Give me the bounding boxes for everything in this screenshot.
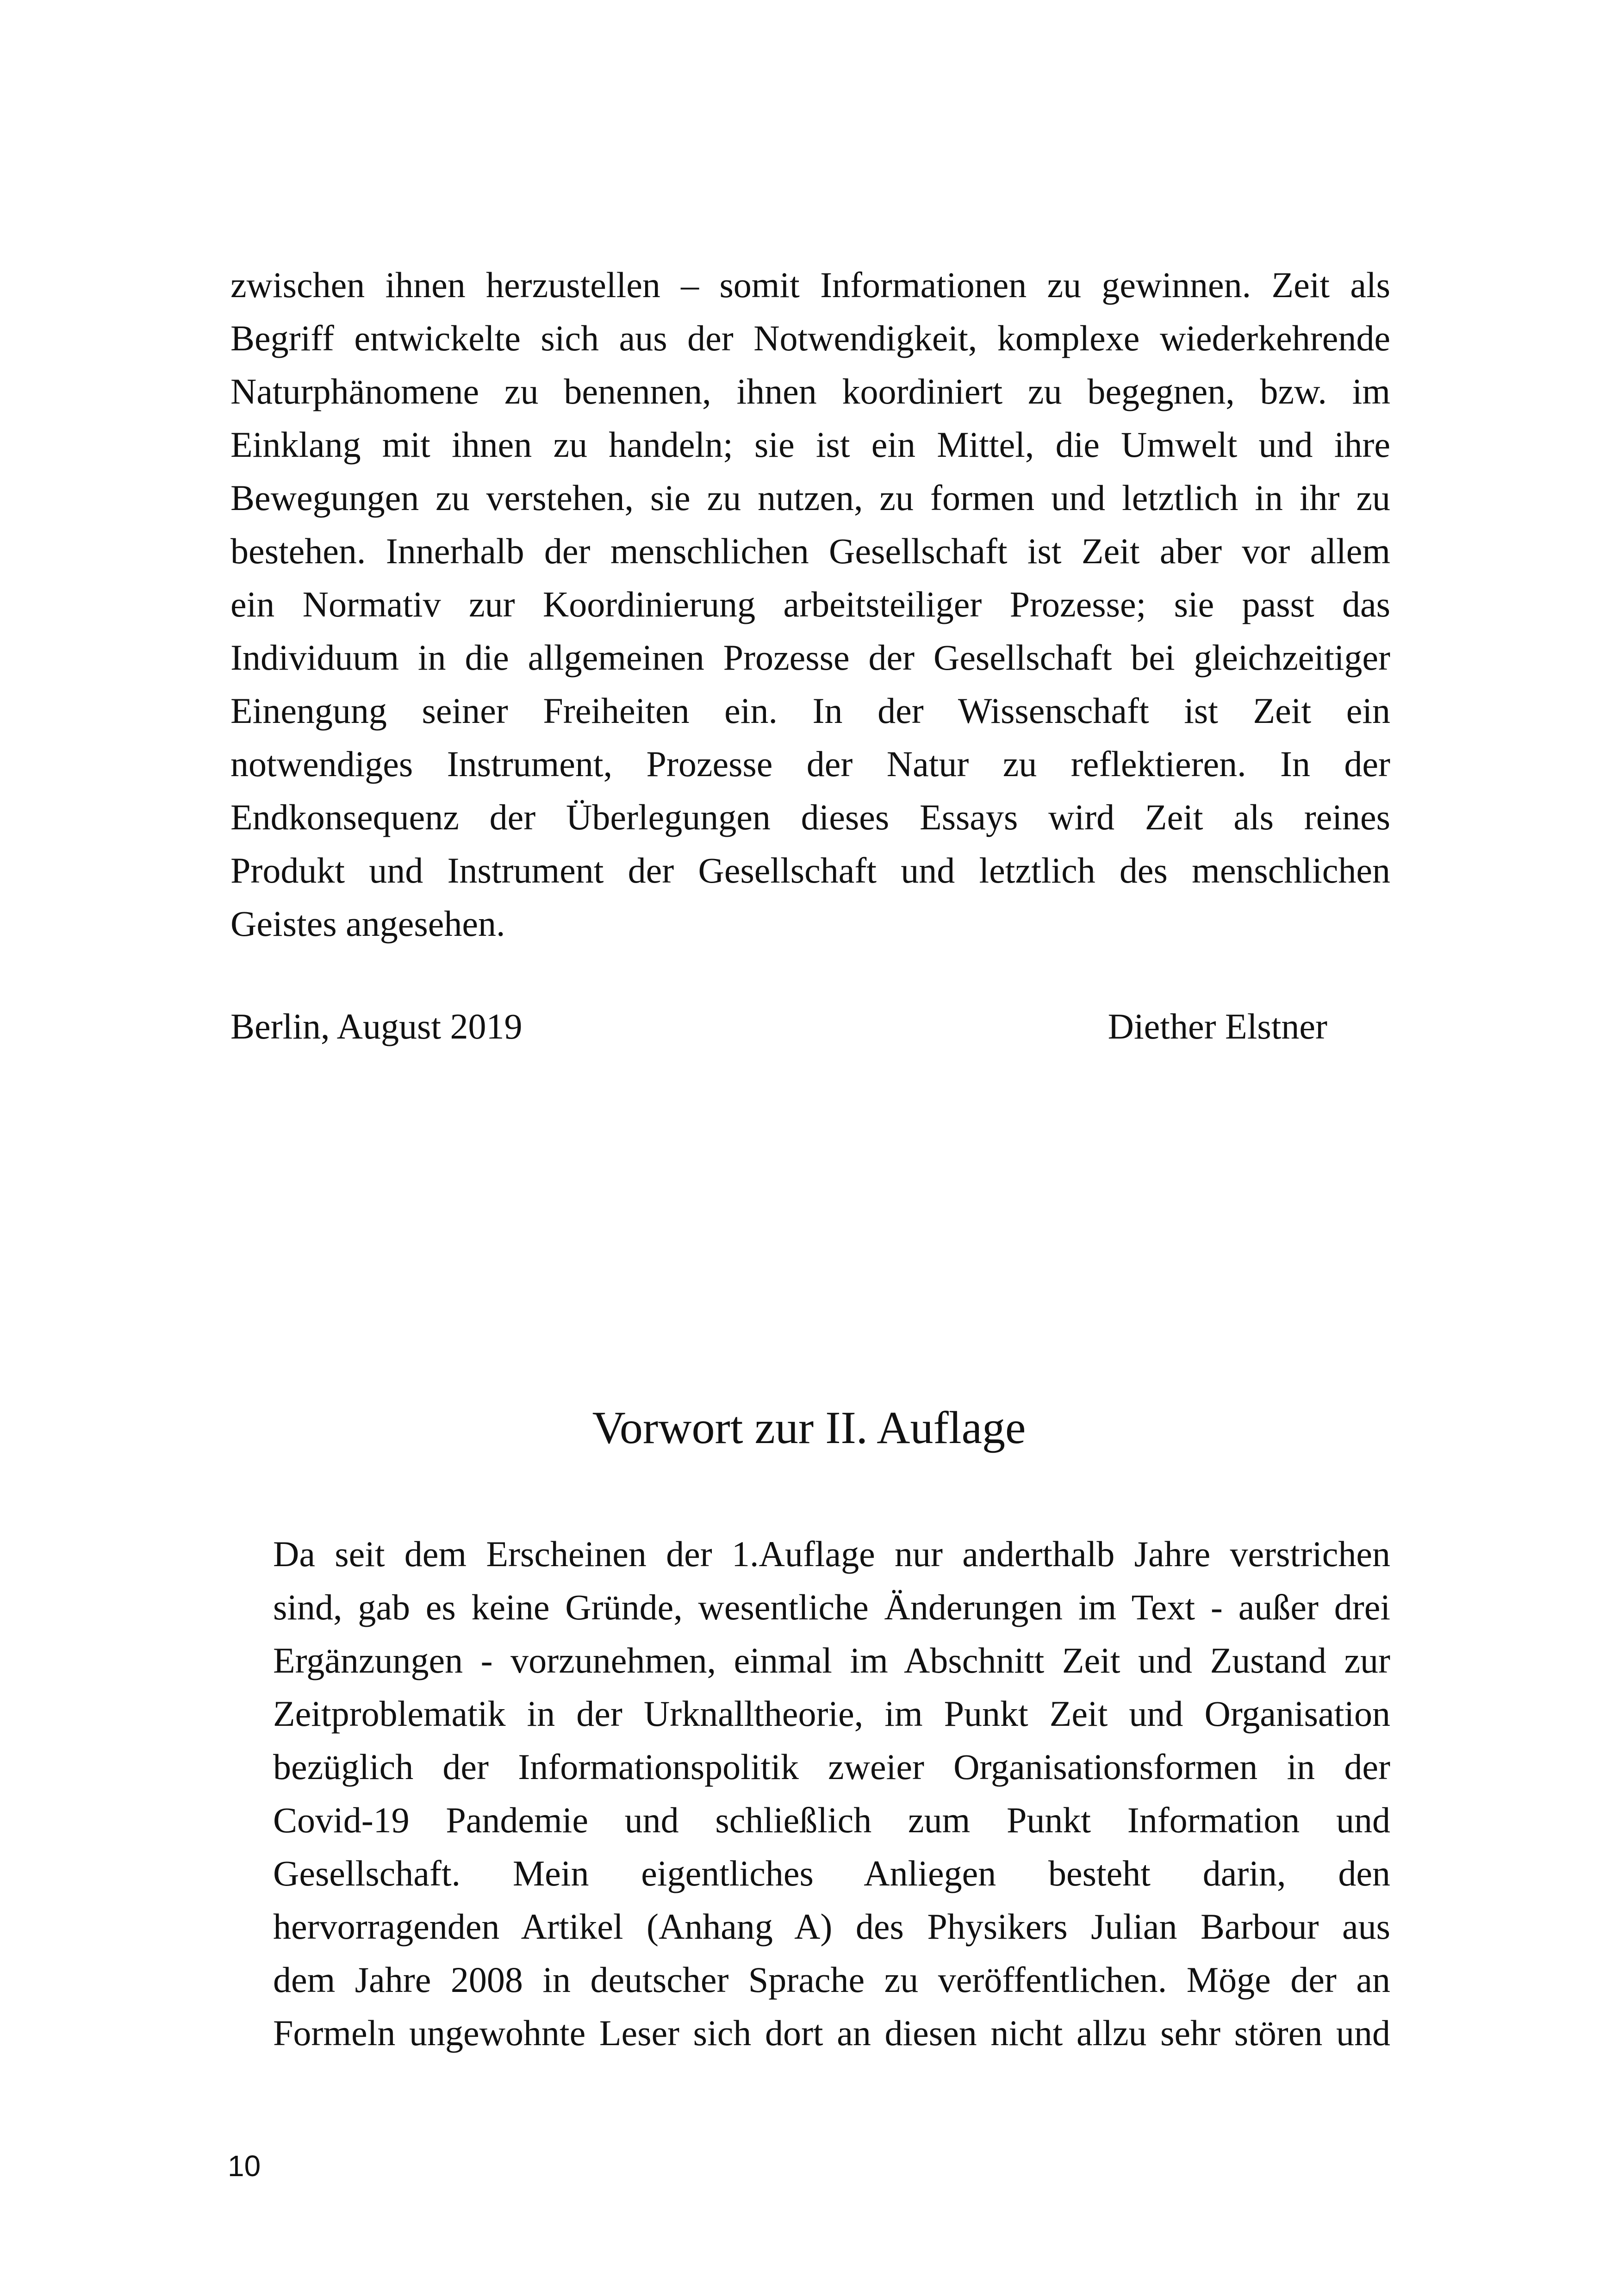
text-line: sind, gab es keine Gründe, wesentliche Änderungen im Text - außer drei (273, 1587, 1390, 1627)
body-paragraph-1 (230, 258, 1390, 950)
text-line: Begriff entwickelte sich aus der Notwendigkeit, komplexe wiederkehrende (230, 318, 1390, 358)
text-line: Produkt und Instrument der Gesellschaft und letztlich des menschlichen (230, 850, 1390, 890)
text-line: ein Normativ zur Koordinierung arbeitsteiliger Prozesse; sie passt das (230, 584, 1390, 624)
text-line: bezüglich der Informationspolitik zweier Organisationsformen in der (273, 1747, 1390, 1787)
text-line: Einklang mit ihnen zu handeln; sie ist ein Mittel, die Umwelt und ihre (230, 424, 1390, 465)
text-line: bestehen. Innerhalb der menschlichen Gesellschaft ist Zeit aber vor allem (230, 531, 1390, 571)
page-number: 10 (228, 2149, 261, 2183)
text-line: hervorragenden Artikel (Anhang A) des Physikers Julian Barbour aus (273, 1906, 1390, 1947)
text-line: Geistes angesehen. (230, 903, 505, 944)
text-line: Gesellschaft. Mein eigentliches Anliegen besteht darin, den (273, 1853, 1390, 1893)
text-line: Einengung seiner Freiheiten ein. In der Wissenschaft ist Zeit ein (230, 691, 1390, 731)
text-line: Da seit dem Erscheinen der 1.Auflage nur anderthalb Jahre verstrichen (273, 1534, 1390, 1574)
text-line: zwischen ihnen herzustellen – somit Informationen zu gewinnen. Zeit als (230, 265, 1390, 305)
place-date: Berlin, August 2019 (230, 1006, 523, 1046)
body-paragraph-2 (273, 1527, 1390, 2060)
text-line: Individuum in die allgemeinen Prozesse der Gesellschaft bei gleichzeitiger (230, 637, 1390, 678)
text-line: Endkonsequenz der Überlegungen dieses Essays wird Zeit als reines (230, 797, 1390, 837)
text-line: notwendiges Instrument, Prozesse der Natur zu reflektieren. In der (230, 744, 1390, 784)
text-line: Naturphänomene zu benennen, ihnen koordiniert zu begegnen, bzw. im (230, 371, 1390, 411)
text-line: Formeln ungewohnte Leser sich dort an diesen nicht allzu sehr stören und (273, 2013, 1390, 2053)
text-line: Bewegungen zu verstehen, sie zu nutzen, zu formen und letztlich in ihr zu (230, 478, 1390, 518)
text-line: Covid-19 Pandemie und schließlich zum Punkt Information und (273, 1800, 1390, 1840)
author-name: Diether Elstner (1108, 1006, 1327, 1046)
signature-row (230, 1000, 1327, 1053)
section-heading: Vorwort zur II. Auflage (592, 1402, 1026, 1453)
text-line: Ergänzungen - vorzunehmen, einmal im Abschnitt Zeit und Zustand zur (273, 1640, 1390, 1680)
text-line: dem Jahre 2008 in deutscher Sprache zu veröffentlichen. Möge der an (273, 1960, 1390, 2000)
text-line: Zeitproblematik in der Urknalltheorie, im Punkt Zeit und Organisation (273, 1693, 1390, 1734)
